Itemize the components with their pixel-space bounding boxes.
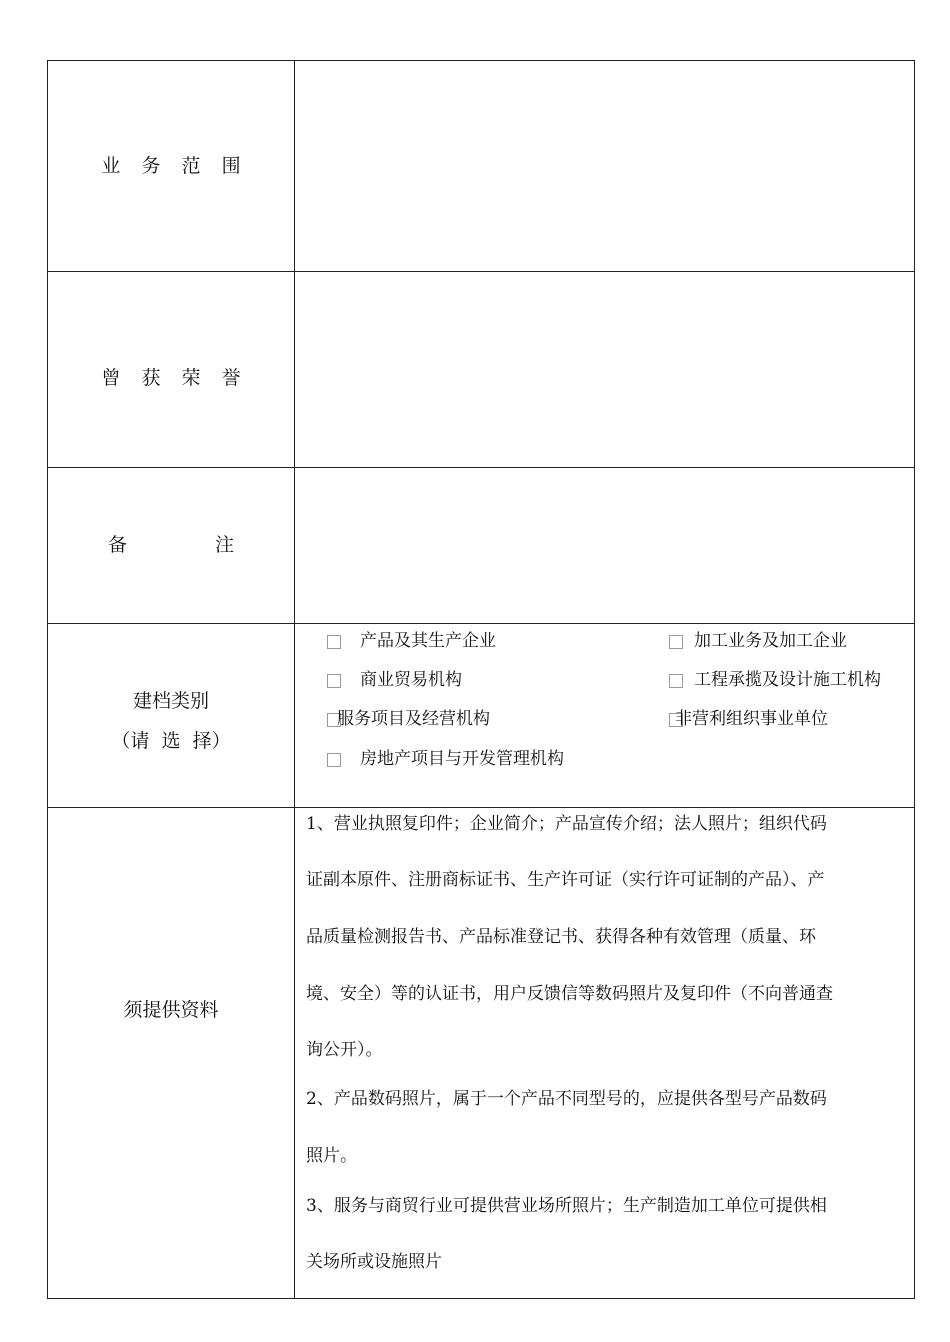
remarks-label-cell (48, 468, 295, 623)
required-docs-line: 1、营业执照复印件；企业简介；产品宣传介绍；法人照片；组织代码 (306, 814, 827, 834)
required-docs-line: 关场所或设施照片 (306, 1252, 442, 1272)
business-scope-char: 范 (181, 155, 201, 177)
required-docs-label-cell (48, 808, 295, 1298)
business-scope-value[interactable] (295, 61, 914, 271)
honors-char: 荣 (181, 367, 201, 389)
category-option-label: 服务项目及经营机构 (337, 709, 490, 729)
category-option-label: 房地产项目与开发管理机构 (360, 749, 564, 769)
checkbox-icon[interactable] (327, 674, 341, 688)
required-docs-line: 3、服务与商贸行业可提供营业场所照片；生产制造加工单位可提供相 (306, 1196, 827, 1216)
category-option-label: 加工业务及加工企业 (694, 631, 847, 651)
row-honors (48, 272, 914, 468)
row-category (48, 624, 914, 808)
remarks-char: 备 (107, 534, 127, 556)
category-label-line1: 建档类别 (132, 690, 209, 712)
row-remarks (48, 468, 914, 624)
archive-form-table (47, 60, 915, 1299)
required-docs-content (295, 808, 914, 1298)
remarks-label (48, 530, 294, 557)
remarks-value[interactable] (295, 468, 914, 623)
business-scope-label (48, 151, 294, 178)
required-docs-line: 2、产品数码照片，属于一个产品不同型号的，应提供各型号产品数码 (306, 1089, 827, 1109)
category-option-label: 工程承揽及设计施工机构 (694, 670, 881, 690)
honors-char: 获 (141, 367, 161, 389)
required-docs-line: 照片。 (306, 1146, 357, 1166)
category-option-label: 产品及其生产企业 (360, 631, 496, 651)
honors-char: 曾 (101, 367, 121, 389)
category-option-label: 商业贸易机构 (360, 670, 462, 690)
row-required-docs (48, 808, 914, 1298)
required-docs-line: 品质量检测报告书、产品标准登记书、获得各种有效管理（质量、环 (306, 927, 816, 947)
required-docs-line: 询公开）。 (306, 1040, 383, 1060)
category-label-line2: （请 选 择） (111, 730, 231, 752)
category-options (295, 624, 914, 807)
business-scope-char: 务 (141, 155, 161, 177)
business-scope-char: 业 (101, 155, 121, 177)
honors-label-cell (48, 272, 295, 467)
business-scope-char: 围 (221, 155, 241, 177)
row-business-scope (48, 61, 914, 272)
required-docs-label: 须提供资料 (123, 999, 219, 1021)
remarks-char: 注 (215, 534, 235, 556)
category-label-cell (48, 624, 295, 807)
required-docs-line: 证副本原件、注册商标证书、生产许可证（实行许可证制的产品）、产 (306, 870, 825, 890)
checkbox-icon[interactable] (669, 674, 683, 688)
business-scope-label-cell (48, 61, 295, 271)
checkbox-icon[interactable] (327, 753, 341, 767)
checkbox-icon[interactable] (327, 635, 341, 649)
category-option-label: 非营利组织事业单位 (675, 709, 828, 729)
required-docs-line: 境、安全）等的认证书，用户反馈信等数码照片及复印件（不向普通查 (306, 984, 833, 1004)
honors-value[interactable] (295, 272, 914, 467)
honors-char: 誉 (221, 367, 241, 389)
checkbox-icon[interactable] (669, 635, 683, 649)
honors-label (48, 363, 294, 390)
